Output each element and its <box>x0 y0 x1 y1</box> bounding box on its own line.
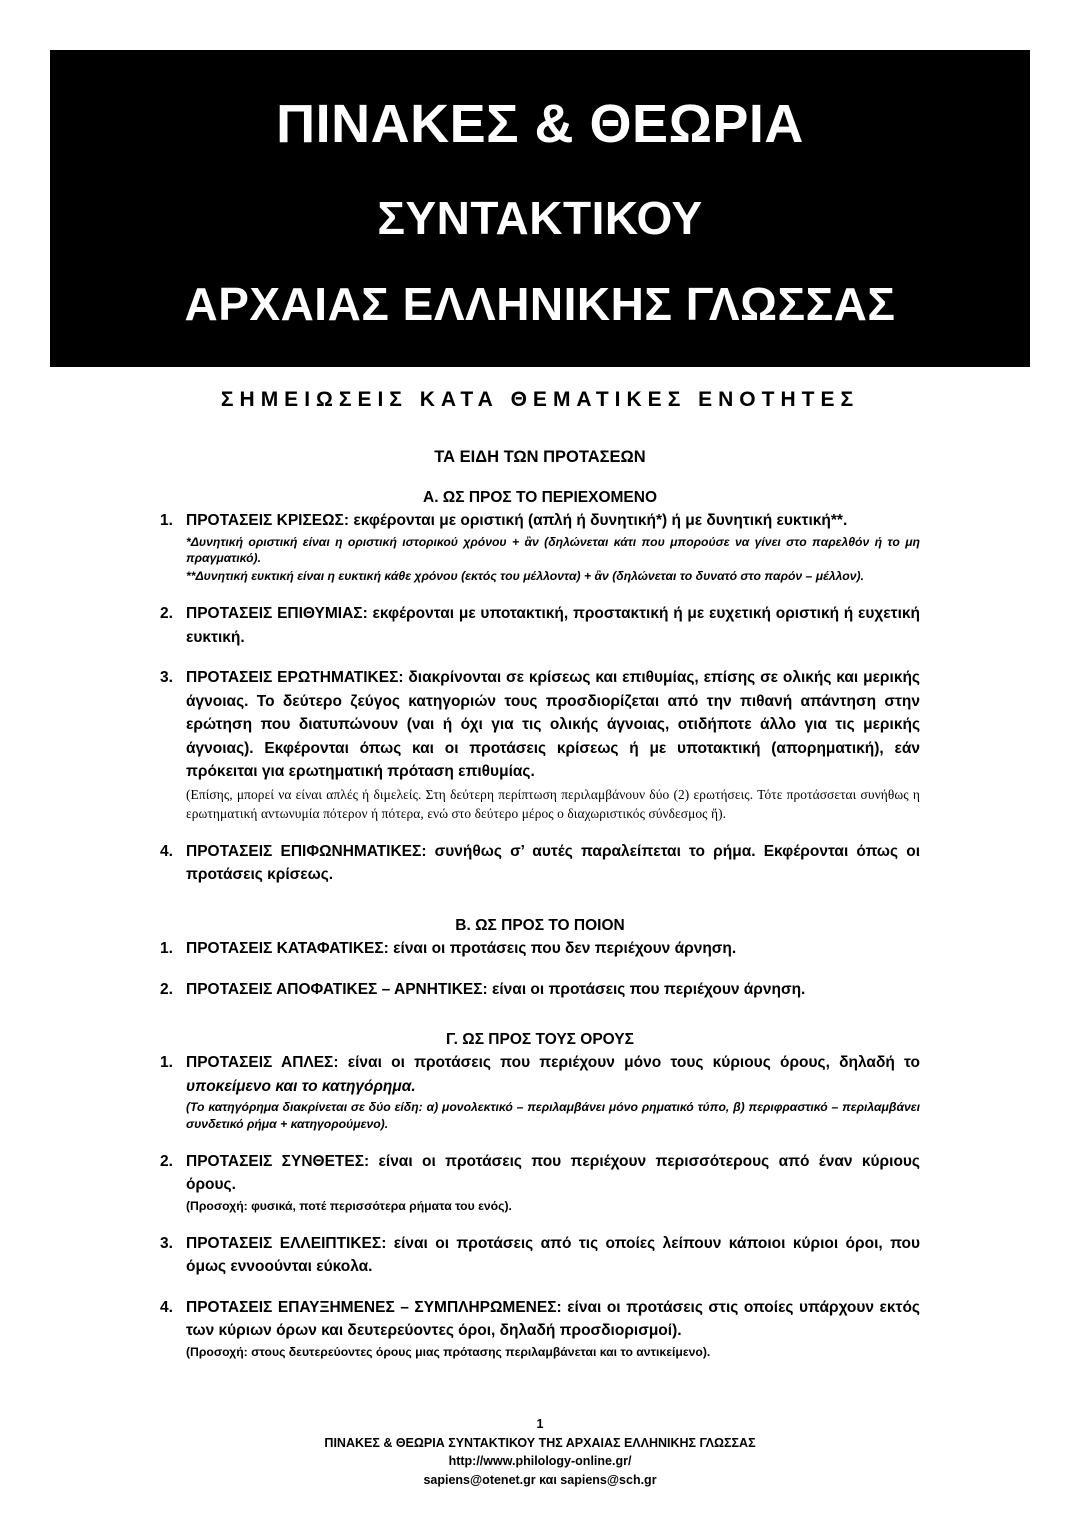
list-number: 1. <box>160 1054 173 1072</box>
term: ΠΡΟΤΑΣΕΙΣ ΚΡΙΣΕΩΣ: <box>186 512 350 529</box>
list-item-text <box>186 1051 920 1098</box>
term-description: είναι οι προτάσεις που δεν περιέχουν άρνηση. <box>388 940 737 958</box>
list-item <box>160 1051 920 1133</box>
term: ΠΡΟΤΑΣΕΙΣ ΕΠΙΦΩΝΗΜΑΤΙΚΕΣ: <box>186 842 427 860</box>
list-item <box>160 509 920 585</box>
list-item-text <box>186 1296 920 1343</box>
page-footer <box>0 1415 1080 1489</box>
list-item <box>160 840 920 887</box>
term-description: εκφέρονται με υποτακτική, προστακτική ή με ευχετική οριστική ή ευχετική ευκτική. <box>186 605 920 646</box>
section-heading-a: Α. ΩΣ ΠΡΟΣ ΤΟ ΠΕΡΙΕΧΟΜΕΝΟ <box>423 489 657 506</box>
term-description: είναι οι προτάσεις που περιέχουν μόνο τους κύριους όρους, δηλαδή το <box>338 1054 920 1072</box>
footnote-text: (Προσοχή: φυσικά, ποτέ περισσότερα ρήματα του ενός). <box>186 1198 512 1213</box>
section-c-list <box>160 1051 920 1361</box>
list-item <box>160 602 920 649</box>
section-heading-b: Β. ΩΣ ΠΡΟΣ ΤΟ ΠΟΙΟΝ <box>455 917 625 935</box>
footnote <box>186 1099 920 1133</box>
footnote <box>186 534 920 568</box>
section-b-list <box>160 937 920 1001</box>
footnote <box>186 568 920 585</box>
term-description: εκφέρονται με οριστική (απλή ή δυνητική*) ή με δυνητική ευκτική**. <box>349 512 848 529</box>
term-description: διακρίνονται σε κρίσεως και επιθυμίας, επίσης σε ολικής και μερικής άγνοιας. Το δεύτερο ζεύγος κατηγοριών τους προσδιορίζεται από την πιθανή απάντηση στην ερώτηση που διατυπώνουν (ναι ή όχι για τις ολικής άγνοιας, οτιδήποτε άλλο για τις μερικής άγνοιας). Εκφέρονται όπως και οι προτάσεις κρίσεως ή με υποτακτική (απορηματική), εάν πρόκειται για ερωτηματική πρόταση επιθυμίας. <box>186 669 920 781</box>
footer-url[interactable]: http://www.philology-online.gr/ <box>448 1454 632 1468</box>
footnote <box>186 1198 920 1215</box>
list-item-text <box>186 1150 920 1197</box>
term: ΠΡΟΤΑΣΕΙΣ ΕΛΛΕΙΠΤΙΚΕΣ: <box>186 1234 387 1252</box>
page-number: 1 <box>536 1417 544 1431</box>
list-item <box>160 1232 920 1279</box>
title-line-1: ΠΙΝΑΚΕΣ & ΘΕΩΡΙΑ <box>276 93 804 154</box>
title-line-3: ΑΡΧΑΙΑΣ ΕΛΛΗΝΙΚΗΣ ΓΛΩΣΣΑΣ <box>184 277 896 330</box>
title-banner <box>50 50 1030 367</box>
term: ΠΡΟΤΑΣΕΙΣ ΑΠΛΕΣ: <box>186 1054 339 1072</box>
term-description: συνήθως σ’ αυτές παραλείπεται το ρήμα. Εκφέρονται όπως οι προτάσεις κρίσεως. <box>186 842 920 884</box>
footnote-text: (Το κατηγόρημα διακρίνεται σε δύο είδη: α) μονολεκτικό – περιλαμβάνει μόνο ρηματικό τύπο, β) περιφραστικό – περιλαμβάνει συνδετικό ρήμα + κατηγορούμενο). <box>186 1100 920 1132</box>
list-number: 2. <box>160 605 173 623</box>
term: ΠΡΟΤΑΣΕΙΣ ΑΠΟΦΑΤΙΚΕΣ – ΑΡΝΗΤΙΚΕΣ: <box>186 980 488 998</box>
term: ΠΡΟΤΑΣΕΙΣ ΕΠΙΘΥΜΙΑΣ: <box>186 605 368 623</box>
list-item-text <box>186 666 920 784</box>
list-number: 2. <box>160 980 173 998</box>
list-number: 4. <box>160 842 173 860</box>
term: ΠΡΟΤΑΣΕΙΣ ΣΥΝΘΕΤΕΣ: <box>186 1152 370 1170</box>
term-description: είναι οι προτάσεις από τις οποίες λείπουν κάποιοι κύριοι όροι, που όμως εννοούνται εύκολα. <box>186 1234 920 1276</box>
term: ΠΡΟΤΑΣΕΙΣ ΚΑΤΑΦΑΤΙΚΕΣ: <box>186 940 389 958</box>
page-title: ΤΑ ΕΙΔΗ ΤΩΝ ΠΡΟΤΑΣΕΩΝ <box>434 448 646 466</box>
list-number: 1. <box>160 940 173 958</box>
list-number: 4. <box>160 1298 173 1316</box>
list-number: 2. <box>160 1152 173 1170</box>
footnote-text: **Δυνητική ευκτική είναι η ευκτική κάθε χρόνου (εκτός του μέλλοντα) + ἂν (δηλώνεται το δυνατό στο παρόν – μέλλον). <box>186 569 864 584</box>
term: ΠΡΟΤΑΣΕΙΣ ΕΡΩΤΗΜΑΤΙΚΕΣ: <box>186 669 404 687</box>
list-item <box>160 1296 920 1361</box>
list-item-text <box>186 978 920 1002</box>
term-description: είναι οι προτάσεις στις οποίες υπάρχουν εκτός των κύριων όρων και δευτερεύοντες όροι, δηλαδή προσδιορισμοί). <box>186 1298 920 1340</box>
list-number: 3. <box>160 669 173 687</box>
term-description-italic: υποκείμενο και το κατηγόρημα. <box>186 1077 416 1095</box>
footer-email[interactable]: sapiens@otenet.gr και sapiens@sch.gr <box>423 1472 657 1487</box>
list-item <box>160 666 920 823</box>
list-item <box>160 937 920 961</box>
footnote-text: (Προσοχή: στους δευτερεύοντες όρους μιας πρότασης περιλαμβάνεται και το αντικείμενο). <box>186 1344 711 1359</box>
list-item-text <box>186 509 920 533</box>
footnote <box>186 785 920 823</box>
document-body <box>160 448 920 1361</box>
section-heading-c: Γ. ΩΣ ΠΡΟΣ ΤΟΥΣ ΟΡΟΥΣ <box>446 1031 634 1049</box>
term: ΠΡΟΤΑΣΕΙΣ ΕΠΑΥΞΗΜΕΝΕΣ – ΣΥΜΠΛΗΡΩΜΕΝΕΣ: <box>186 1298 562 1316</box>
footnote-text: (Επίσης, μπορεί να είναι απλές ή διμελείς. Στη δεύτερη περίπτωση περιλαμβάνουν δύο (2) ερωτήσεις. Τότε προτάσσεται συνήθως η ερωτηματική αντωνυμία πότερον ή πότερα, ενώ στο δεύτερο μέρος ο διαχωριστικός σύνδεσμος ἤ). <box>186 786 920 821</box>
list-item-text <box>186 937 920 961</box>
title-line-2: ΣΥΝΤΑΚΤΙΚΟΥ <box>377 191 703 244</box>
section-a-list <box>160 509 920 887</box>
list-item <box>160 978 920 1002</box>
term-description: είναι οι προτάσεις που περιέχουν άρνηση. <box>487 980 806 998</box>
footer-title: ΠΙΝΑΚΕΣ & ΘΕΩΡΙΑ ΣΥΝΤΑΚΤΙΚΟΥ ΤΗΣ ΑΡΧΑΙΑΣ ΕΛΛΗΝΙΚΗΣ ΓΛΩΣΣΑΣ <box>324 1435 756 1450</box>
list-item-text <box>186 1232 920 1279</box>
term-description: είναι οι προτάσεις που περιέχουν περισσότερους από έναν κύριους όρους. <box>186 1152 920 1194</box>
footnote <box>186 1344 920 1361</box>
list-item-text <box>186 840 920 887</box>
list-number: 1. <box>160 512 173 529</box>
list-number: 3. <box>160 1234 173 1252</box>
list-item <box>160 1150 920 1215</box>
footnote-text: *Δυνητική οριστική είναι η οριστική ιστορικού χρόνου + ἂν (δηλώνεται κάτι που μπορούσε να γίνει στο παρελθόν ή το μη πραγματικό). <box>186 534 920 566</box>
document-subtitle: ΣΗΜΕΙΩΣΕΙΣ ΚΑΤΑ ΘΕΜΑΤΙΚΕΣ ΕΝΟΤΗΤΕΣ <box>220 388 860 411</box>
list-item-text <box>186 602 920 649</box>
